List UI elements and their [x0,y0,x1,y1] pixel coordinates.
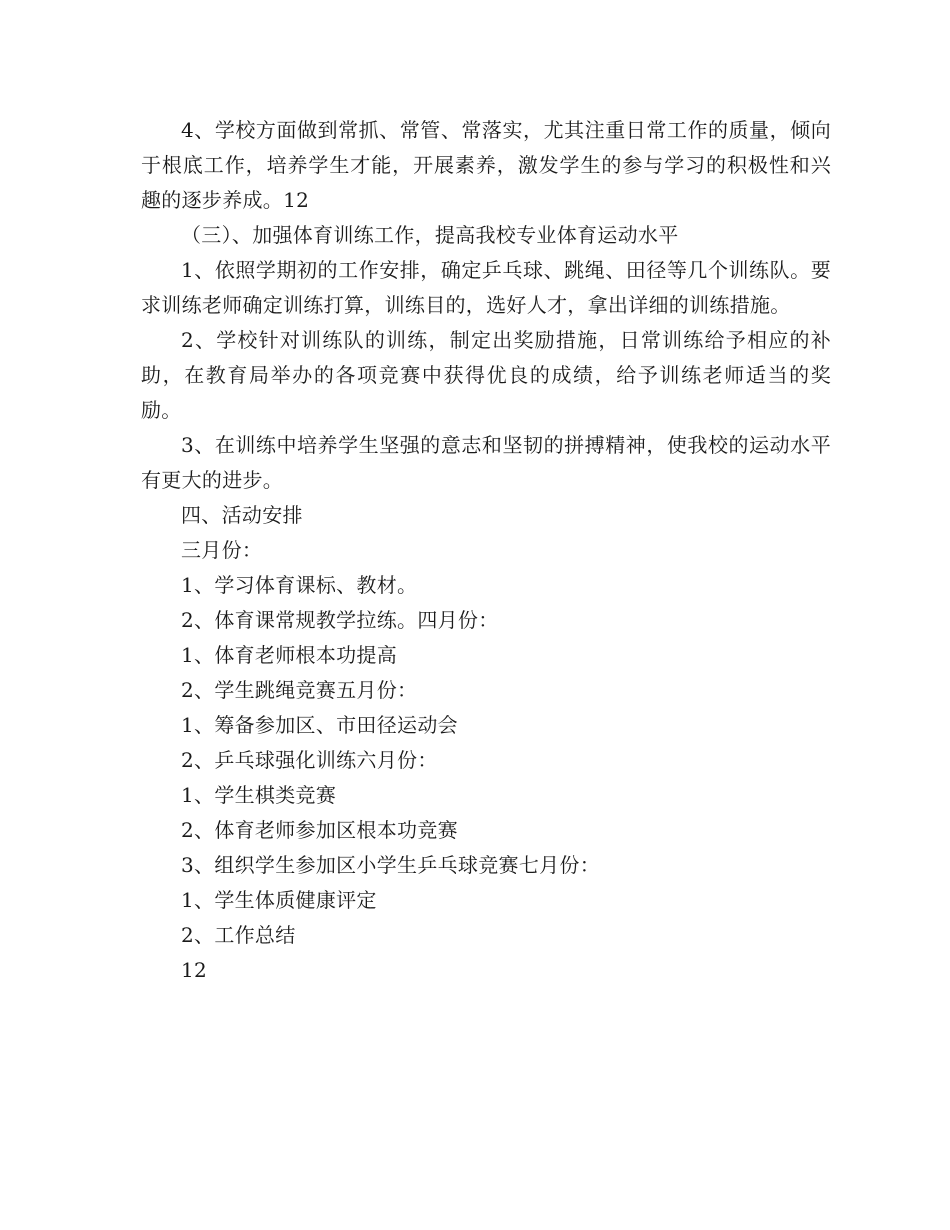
list-item: 1、学生棋类竞赛 [181,783,337,807]
list-item: 2、体育老师参加区根本功竞赛 [181,818,458,842]
list-item: 2、体育课常规教学拉练。四月份： [181,608,499,632]
paragraph-school-routine: 4、学校方面做到常抓、常管、常落实，尤其注重日常工作的质量，倾向于根底工作，培养学生才能，开展素养，激发学生的参与学习的积极性和兴趣的逐步养成。12 [141,118,831,212]
list-item: 3、组织学生参加区小学生乒乓球竞赛七月份： [181,853,601,877]
month-march: 三月份： [181,538,263,562]
paragraph-training-rewards: 2、学校针对训练队的训练，制定出奖励措施，日常训练给予相应的补助，在教育局举办的各项竞赛中获得优良的成绩，给予训练老师适当的奖励。 [141,328,831,422]
list-item: 2、乒乓球强化训练六月份： [181,748,438,772]
list-item: 2、学生跳绳竞赛五月份： [181,678,418,702]
list-item: 1、学生体质健康评定 [181,888,377,912]
list-item: 1、体育老师根本功提高 [181,643,398,667]
section-heading-training: （三）、加强体育训练工作，提高我校专业体育运动水平 [181,223,679,247]
page-number: 12 [181,958,208,982]
paragraph-training-spirit: 3、在训练中培养学生坚强的意志和坚韧的拼搏精神，使我校的运动水平有更大的进步。 [141,433,831,492]
list-item: 2、工作总结 [181,923,296,947]
section-heading-activities: 四、活动安排 [181,503,303,527]
list-item: 1、筹备参加区、市田径运动会 [181,713,458,737]
document-body [141,113,831,988]
list-item: 1、学习体育课标、教材。 [181,573,418,597]
paragraph-training-teams: 1、依照学期初的工作安排，确定乒乓球、跳绳、田径等几个训练队。要求训练老师确定训练打算，训练目的，选好人才，拿出详细的训练措施。 [141,258,831,317]
